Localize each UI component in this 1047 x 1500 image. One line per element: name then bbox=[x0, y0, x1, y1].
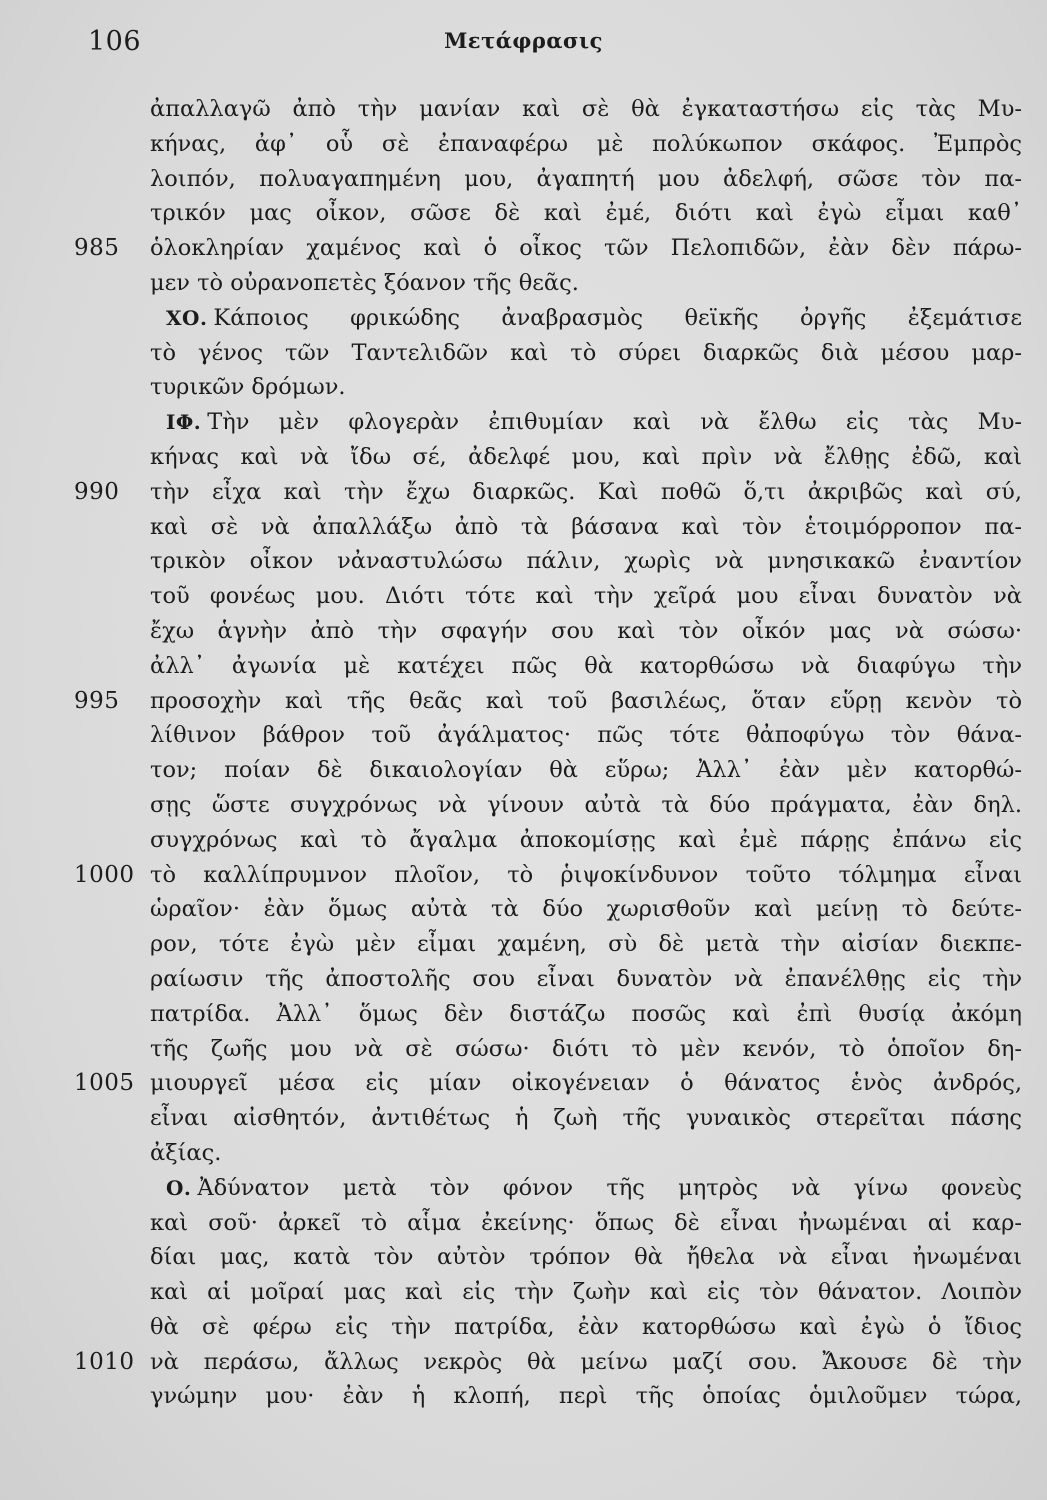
line-text: καὶ σὲ νὰ ἀπαλλάξω ἀπὸ τὰ βάσανα καὶ τὸν ἑτοιμόρροπον πα- bbox=[150, 513, 1022, 540]
line-text: τῆς ζωῆς μου νὰ σὲ σώσω· διότι τὸ μὲν κενόν, τὸ ὁποῖον δη- bbox=[150, 1035, 1022, 1062]
text-line bbox=[150, 788, 1022, 823]
line-text: καὶ αἱ μοῖραί μας καὶ εἰς τὴν ζωὴν καὶ εἰς τὸν θάνατον. Λοιπὸν bbox=[150, 1279, 1022, 1306]
line-number: 1005 bbox=[74, 1070, 135, 1097]
line-text: τὴν εἶχα καὶ τὴν ἔχω διαρκῶς. Καὶ ποθῶ ὅ,τι ἀκριβῶς καὶ σύ, bbox=[150, 478, 1022, 505]
line-text: ἔχω ἁγνὴν ἀπὸ τὴν σφαγήν σου καὶ τὸν οἶκόν μας νὰ σώσω· bbox=[150, 617, 1022, 644]
text-line bbox=[150, 301, 1022, 336]
line-text: ἀξίας. bbox=[150, 1139, 222, 1166]
text-line bbox=[150, 1171, 1022, 1206]
line-text: τον; ποίαν δὲ δικαιολογίαν θὰ εὕρω; Ἀλλ᾽ ἐὰν μὲν κατορθώ- bbox=[150, 757, 1022, 784]
text-line bbox=[150, 1275, 1022, 1310]
line-text: Τὴν μὲν φλογερὰν ἐπιθυμίαν καὶ νὰ ἔλθω εἰς τὰς Μυ- bbox=[207, 409, 1022, 436]
line-text: θὰ σὲ φέρω εἰς τὴν πατρίδα, ἐὰν κατορθώσω καὶ ἐγὼ ὁ ἴδιος bbox=[150, 1313, 1022, 1340]
line-text: δίαι μας, κατὰ τὸν αὐτὸν τρόπον θὰ ἤθελα νὰ εἶναι ἠνωμέναι bbox=[150, 1244, 1022, 1271]
text-line bbox=[150, 1206, 1022, 1241]
text-line bbox=[150, 997, 1022, 1032]
text-line bbox=[150, 753, 1022, 788]
page-header bbox=[0, 18, 1047, 58]
text-line bbox=[150, 510, 1022, 545]
speaker-label: ΧΟ. bbox=[166, 305, 208, 330]
main-text bbox=[74, 92, 1022, 1414]
text-line bbox=[150, 92, 1022, 127]
text-line bbox=[150, 614, 1022, 649]
text-line bbox=[150, 440, 1022, 475]
text-line bbox=[150, 266, 1022, 301]
line-text: καὶ σοῦ· ἀρκεῖ τὸ αἷμα ἐκείνης· ὅπως δὲ εἶναι ἠνωμέναι αἱ καρ- bbox=[150, 1209, 1022, 1236]
text-line bbox=[74, 475, 1022, 510]
line-number: 995 bbox=[74, 687, 120, 714]
text-line bbox=[74, 231, 1022, 266]
line-text: κήνας καὶ νὰ ἴδω σέ, ἀδελφέ μου, καὶ πρὶν νὰ ἔλθῃς ἐδῶ, καὶ bbox=[150, 443, 1022, 470]
text-line bbox=[150, 162, 1022, 197]
line-text: ἀλλ᾽ ἀγωνία μὲ κατέχει πῶς θὰ κατορθώσω νὰ διαφύγω τὴν bbox=[150, 652, 1022, 679]
line-text: τυρικῶν δρόμων. bbox=[150, 374, 346, 401]
line-text: σῃς ὥστε συγχρόνως νὰ γίνουν αὐτὰ τὰ δύο πράγματα, ἐὰν δηλ. bbox=[150, 791, 1022, 818]
line-text: ὡραῖον· ἐὰν ὅμως αὐτὰ τὰ δύο χωρισθοῦν καὶ μείνῃ τὸ δεύτε- bbox=[150, 896, 1022, 923]
text-line bbox=[150, 1032, 1022, 1067]
text-line bbox=[150, 370, 1022, 405]
text-line bbox=[150, 1240, 1022, 1275]
line-text: τρικὸν οἶκον νἀναστυλώσω πάλιν, χωρὶς νὰ μνησικακῶ ἐναντίον bbox=[150, 548, 1022, 575]
text-line bbox=[150, 1101, 1022, 1136]
text-line bbox=[150, 336, 1022, 371]
page-number: 106 bbox=[88, 26, 142, 57]
line-text: ἀπαλλαγῶ ἀπὸ τὴν μανίαν καὶ σὲ θὰ ἐγκαταστήσω εἰς τὰς Μυ- bbox=[150, 96, 1022, 122]
line-number: 1000 bbox=[74, 861, 135, 888]
line-number: 990 bbox=[74, 478, 120, 505]
text-line bbox=[150, 1310, 1022, 1345]
line-text: ὁλοκληρίαν χαμένος καὶ ὁ οἶκος τῶν Πελοπιδῶν, ἐὰν δὲν πάρω- bbox=[150, 235, 1022, 262]
line-text: τοῦ φονέως μου. Διότι τότε καὶ τὴν χεῖρά μου εἶναι δυνατὸν νὰ bbox=[150, 583, 1022, 610]
line-text: τὸ γένος τῶν Ταντελιδῶν καὶ τὸ σύρει διαρκῶς διὰ μέσου μαρ- bbox=[150, 339, 1022, 366]
line-text: Ἀδύνατον μετὰ τὸν φόνον τῆς μητρὸς νὰ γίνω φονεὺς bbox=[197, 1174, 1022, 1201]
line-text: ρον, τότε ἐγὼ μὲν εἶμαι χαμένη, σὺ δὲ μετὰ τὴν αἰσίαν διεκπε- bbox=[150, 931, 1022, 958]
line-text: εἶναι αἰσθητόν, ἀντιθέτως ἡ ζωὴ τῆς γυναικὸς στερεῖται πάσης bbox=[150, 1105, 1022, 1132]
text-line bbox=[150, 718, 1022, 753]
text-line bbox=[150, 579, 1022, 614]
text-line bbox=[74, 858, 1022, 893]
text-line bbox=[150, 962, 1022, 997]
line-text: τρικόν μας οἶκον, σῶσε δὲ καὶ ἐμέ, διότι καὶ ἐγὼ εἶμαι καθ᾽ bbox=[150, 200, 1022, 227]
line-text: συγχρόνως καὶ τὸ ἄγαλμα ἀποκομίσῃς καὶ ἐμὲ πάρῃς ἐπάνω εἰς bbox=[150, 826, 1022, 853]
line-number: 985 bbox=[74, 235, 120, 262]
text-line bbox=[74, 1066, 1022, 1101]
line-text: κήνας, ἀφ᾽ οὗ σὲ ἐπαναφέρω μὲ πολύκωπον σκάφος. Ἐμπρὸς bbox=[150, 130, 1022, 157]
text-line bbox=[74, 684, 1022, 719]
line-text: λοιπόν, πολυαγαπημένη μου, ἀγαπητή μου ἀδελφή, σῶσε τὸν πα- bbox=[150, 165, 1022, 192]
text-line bbox=[150, 544, 1022, 579]
line-text: τὸ καλλίπρυμνον πλοῖον, τὸ ῥιψοκίνδυνον τοῦτο τόλμημα εἶναι bbox=[150, 861, 1022, 888]
speaker-label: ΙΦ. bbox=[166, 410, 202, 435]
running-title: Μετάφρασις bbox=[444, 28, 603, 53]
text-line bbox=[150, 196, 1022, 231]
line-text: προσοχὴν καὶ τῆς θεᾶς καὶ τοῦ βασιλέως, ὅταν εὕρῃ κενὸν τὸ bbox=[150, 687, 1022, 714]
line-text: γνώμην μου· ἐὰν ἡ κλοπή, περὶ τῆς ὁποίας ὁμιλοῦμεν τώρα, bbox=[150, 1383, 1022, 1410]
text-line bbox=[74, 1345, 1022, 1380]
line-text: πατρίδα. Ἀλλ᾽ ὅμως δὲν διστάζω ποσῶς καὶ ἐπὶ θυσίᾳ ἀκόμη bbox=[150, 1000, 1022, 1027]
line-text: μεν τὸ οὐρανοπετὲς ξόανον τῆς θεᾶς. bbox=[150, 269, 579, 296]
text-line bbox=[150, 892, 1022, 927]
line-text: νὰ περάσω, ἄλλως νεκρὸς θὰ μείνω μαζί σου. Ἄκουσε δὲ τὴν bbox=[150, 1348, 1022, 1375]
text-line bbox=[150, 1136, 1022, 1171]
line-text: μιουργεῖ μέσα εἰς μίαν οἰκογένειαν ὁ θάνατος ἑνὸς ἀνδρός, bbox=[150, 1070, 1022, 1097]
line-number: 1010 bbox=[74, 1348, 135, 1375]
text-line bbox=[150, 927, 1022, 962]
text-line bbox=[150, 1379, 1022, 1414]
line-text: ραίωσιν τῆς ἀποστολῆς σου εἶναι δυνατὸν νὰ ἐπανέλθῃς εἰς τὴν bbox=[150, 965, 1022, 992]
line-text: λίθινον βάθρον τοῦ ἀγάλματος· πῶς τότε θἀποφύγω τὸν θάνα- bbox=[150, 722, 1022, 749]
text-line bbox=[150, 649, 1022, 684]
text-line bbox=[150, 127, 1022, 162]
speaker-label: Ο. bbox=[166, 1175, 192, 1200]
line-text: Κάποιος φρικώδης ἀναβρασμὸς θεϊκῆς ὀργῆς ἐξεμάτισε bbox=[213, 304, 1022, 331]
text-line bbox=[150, 405, 1022, 440]
text-line bbox=[150, 823, 1022, 858]
